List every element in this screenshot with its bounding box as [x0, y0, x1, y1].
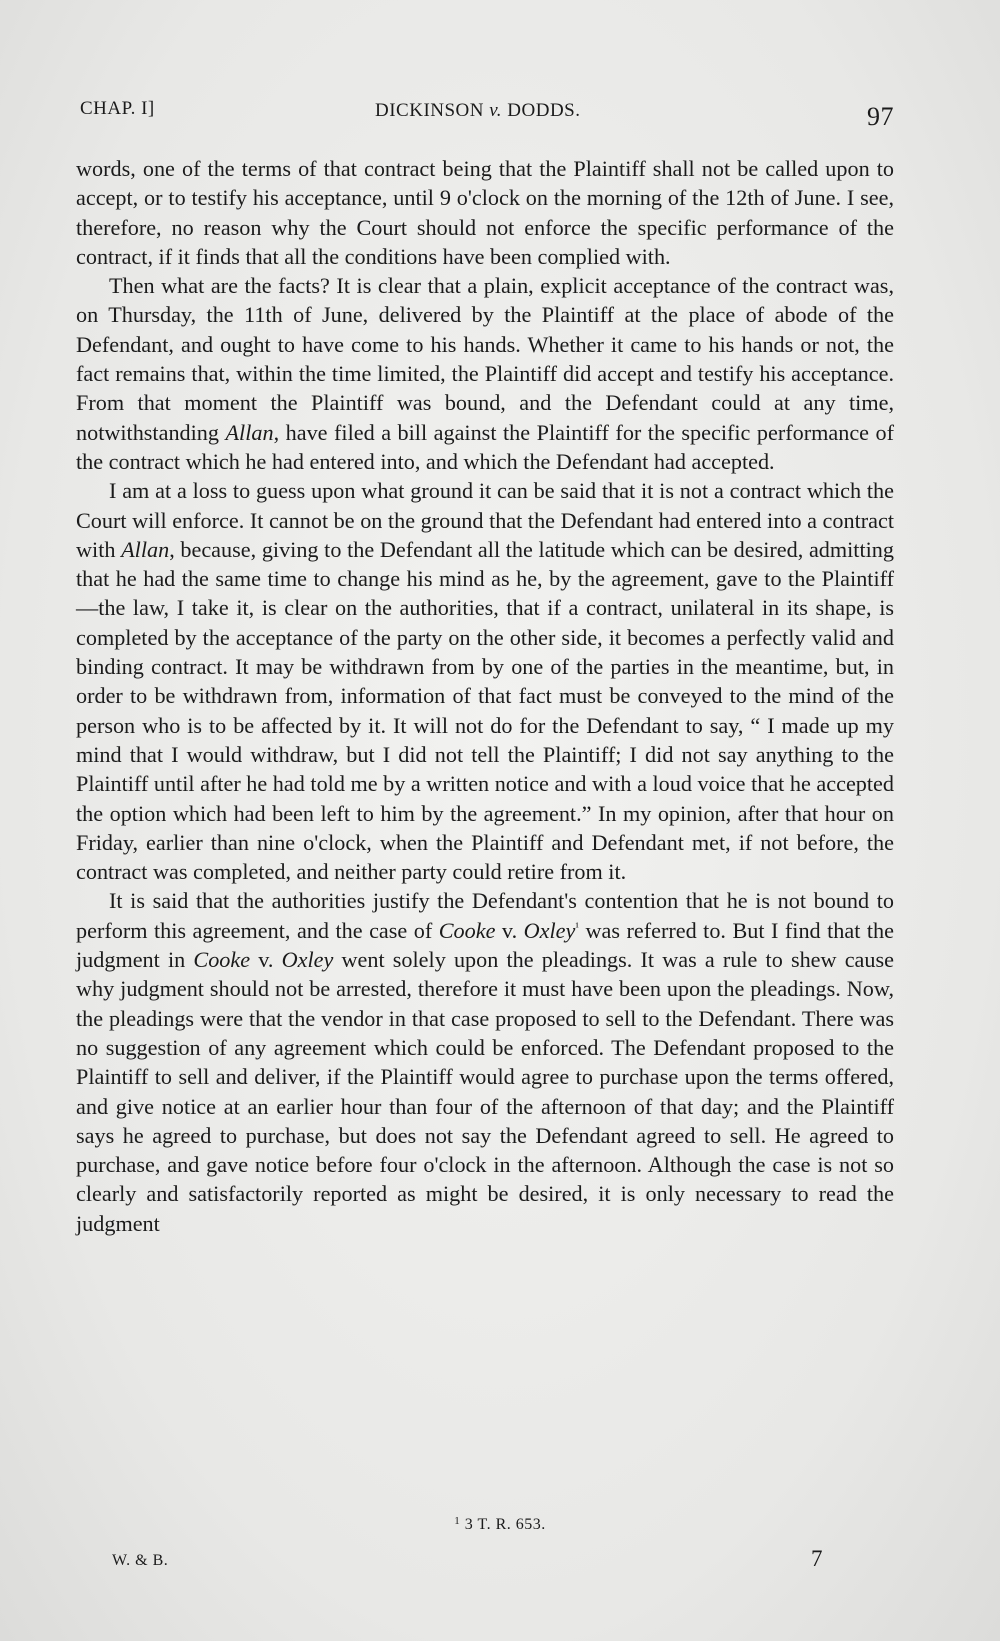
case-title	[375, 100, 580, 122]
paragraph-1: words, one of the terms of that contract being that the Plaintiff shall not be called upon to accept, or to testify his acceptance, until 9 o'clock on the morning of the 12th of June. I see, therefore, no reason why the Court should not enforce the specific performance of the contract, if it finds that all the conditions have been complied with.	[76, 156, 894, 269]
chapter-label: CHAP. I]	[80, 98, 155, 119]
body-text	[76, 154, 894, 1238]
paragraph-4: It is said that the authorities justify the Defendant's contention that he is not bound to perform this agreement, and the case of Cooke v. Oxley$^{^1}$ was referred to. But I find that the judgment in Cooke v. Oxley went solely upon the pleadings. It was a rule to shew cause why judgment should not be arrested, therefore it must have been upon the pleadings. Now, the pleadings were that the vendor in that case proposed to sell to the Defendant. There was no suggestion of any agreement which could be enforced. The Defendant proposed to the Plaintiff to sell and deliver, if the Plaintiff would agree to purchase upon the terms offered, and give notice at an earlier hour than four of the afternoon of that day; and the Plaintiff says he agreed to purchase, but does not say the Defendant agreed to sell. He agreed to purchase, and gave notice before four o'clock in the afternoon. Although the case is not so clearly and satisfactorily reported as might be desired, it is only necessary to read the judgment	[76, 888, 894, 1236]
running-head	[80, 94, 894, 134]
case-title-text: DICKINSON v. DODDS.	[375, 100, 581, 121]
signature-mark: W. & B.	[112, 1552, 169, 1569]
page-number: 97	[867, 102, 894, 131]
paragraph-3: I am at a loss to guess upon what ground it can be said that it is not a contract which the Court will enforce. It cannot be on the ground that the Defendant had entered into a contract with Allan, because, giving to the Defendant all the latitude which can be desired, admitting that he had the same time to change his mind as he, by the agreement, gave to the Plaintiff—the law, I take it, is clear on the authorities, that if a contract, unilateral in its shape, is completed by the acceptance of the party on the other side, it becomes a perfectly valid and binding contract. It may be withdrawn from by one of the parties in the meantime, but, in order to be withdrawn from, information of that fact must be conveyed to the mind of the person who is to be affected by it. It will not do for the Defendant to say, “ I made up my mind that I would withdraw, but I did not tell the Plaintiff; I did not say anything to the Plaintiff until after he had told me by a written notice and with a loud voice that he accepted the option which had been left to him by the agreement.” In my opinion, after that hour on Friday, earlier than nine o'clock, when the Plaintiff and Defendant met, if not before, the contract was completed, and neither party could retire from it.	[76, 478, 894, 885]
paragraph-2: Then what are the facts? It is clear that a plain, explicit acceptance of the contract was, on Thursday, the 11th of June, delivered by the Plaintiff at the place of abode of the Defendant, and ought to have come to his hands. Whether it came to his hands or not, the fact remains that, within the time limited, the Plaintiff did accept and testify his acceptance. From that moment the Plaintiff was bound, and the Defendant could at any time, notwithstanding Allan, have filed a bill against the Plaintiff for the specific performance of the contract which he had entered into, and which the Defendant had accepted.	[76, 273, 895, 474]
footnote: $^1$ 3 T. R. 653.	[454, 1515, 546, 1533]
sheet-number: 7	[811, 1546, 823, 1571]
